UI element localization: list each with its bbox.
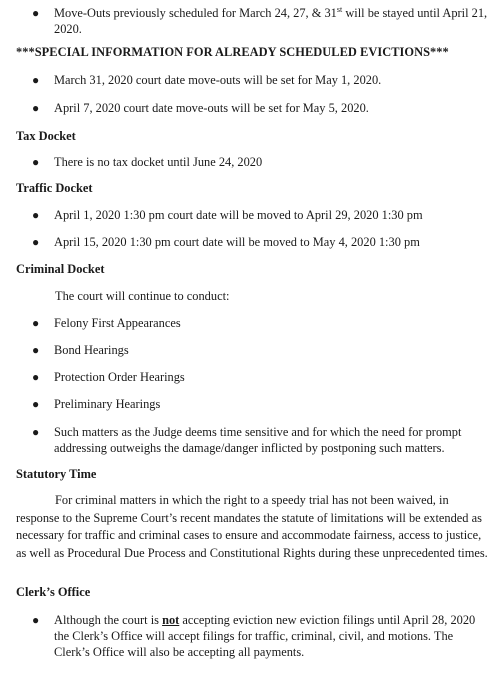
special-item-text: March 31, 2020 court date move-outs will be set for May 1, 2020. — [54, 73, 382, 87]
criminal-item-text: Preliminary Hearings — [54, 397, 161, 411]
criminal-item-1 — [32, 316, 490, 332]
criminal-item-2 — [32, 343, 490, 359]
criminal-item-text: Bond Hearings — [54, 343, 129, 357]
bullet-dot: ● — [32, 208, 40, 222]
clerk-item-1 — [32, 612, 484, 660]
traffic-item-text: April 1, 2020 1:30 pm court date will be moved to April 29, 2020 1:30 pm — [54, 208, 423, 222]
bullet-dot: ● — [32, 6, 40, 20]
clerk-text-before: Although the court is — [54, 613, 163, 627]
move-outs-text-suffix: will be stayed until April 21, 2020. — [54, 6, 488, 36]
special-item-1 — [32, 73, 490, 89]
ordinal-suffix: st — [336, 4, 343, 14]
move-outs-text-prefix: Move-Outs previously scheduled for March 24, 27, & 31 — [54, 6, 337, 20]
bullet-dot: ● — [32, 101, 40, 115]
criminal-item-4 — [32, 397, 490, 413]
bullet-dot: ● — [32, 425, 40, 439]
criminal-item-text: Felony First Appearances — [54, 316, 181, 330]
criminal-item-5 — [32, 424, 484, 456]
tax-docket-heading: Tax Docket — [16, 129, 76, 143]
bullet-dot: ● — [32, 155, 40, 169]
bullet-dot: ● — [32, 613, 40, 627]
traffic-item-text: April 15, 2020 1:30 pm court date will be moved to May 4, 2020 1:30 pm — [54, 235, 420, 249]
statutory-time-paragraph: For criminal matters in which the right to a speedy trial has not been waived, in response to the Supreme Court’s recent mandates the statute of limitations will be extended as necessary for traffic and criminal cases to ensure and accommodate fairness, access to justice, as well as Procedural Due Process and Constitutional Rights during these unprecedented times. — [16, 493, 488, 560]
bullet-dot: ● — [32, 370, 40, 384]
criminal-docket-heading: Criminal Docket — [16, 262, 105, 276]
criminal-intro: The court will continue to conduct: — [55, 289, 230, 303]
clerk-text-after: accepting eviction new eviction filings until April 28, 2020 the Clerk’s Office will accept filings for traffic, criminal, civil, and motions. The Clerk’s Office will also be accepting all payments. — [54, 613, 476, 659]
bullet-dot: ● — [32, 316, 40, 330]
traffic-item-2 — [32, 235, 490, 251]
statutory-time-heading: Statutory Time — [16, 467, 97, 481]
criminal-item-text: Protection Order Hearings — [54, 370, 185, 384]
tax-item-text: There is no tax docket until June 24, 2020 — [54, 155, 263, 169]
tax-item-1 — [32, 155, 490, 171]
special-item-2 — [32, 101, 490, 117]
bullet-dot: ● — [32, 235, 40, 249]
criminal-item-3 — [32, 370, 490, 386]
bullet-dot: ● — [32, 397, 40, 411]
special-evictions-heading: ***SPECIAL INFORMATION FOR ALREADY SCHEDULED EVICTIONS*** — [16, 45, 449, 59]
bullet-dot: ● — [32, 73, 40, 87]
traffic-item-1 — [32, 208, 490, 224]
not-emphasis: not — [162, 613, 180, 627]
special-item-text: April 7, 2020 court date move-outs will be set for May 5, 2020. — [54, 101, 369, 115]
bullet-dot: ● — [32, 343, 40, 357]
traffic-docket-heading: Traffic Docket — [16, 181, 93, 195]
clerks-office-heading: Clerk’s Office — [16, 585, 91, 599]
criminal-item-text: Such matters as the Judge deems time sensitive and for which the need for prompt addressing outweighs the damage/danger inflicted by postponing such matters. — [54, 425, 462, 455]
move-outs-bullet — [32, 4, 490, 37]
